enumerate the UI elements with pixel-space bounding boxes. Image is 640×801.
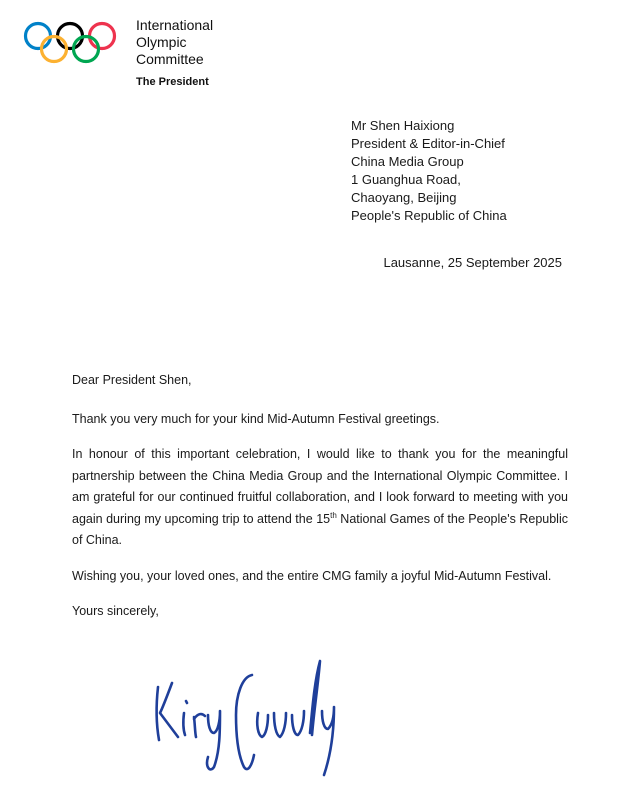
signature-stroke-e: [292, 711, 304, 735]
ordinal-suffix: th: [330, 510, 337, 520]
paragraph-partnership-text: In honour of this important celebration, I would like to thank you for the meaningful partnership between the China Media Group and the International Olympic Committee. I am grateful for our continued fruitful collaboration, and I look forward to meeting with you again during my upcoming trip to attend the 15: [72, 447, 568, 526]
olympic-rings-logo: [22, 20, 118, 66]
ring-blue: [26, 24, 51, 49]
paragraph-partnership: [72, 444, 568, 552]
paragraph-wishes: Wishing you, your loved ones, and the entire CMG family a joyful Mid-Autumn Festival.: [72, 568, 552, 583]
paragraph-partnership-end: National Games of the People's Republic of China.: [72, 511, 568, 547]
recipient-country: People's Republic of China: [351, 208, 507, 223]
signature-stroke-c: [236, 675, 254, 769]
org-name-line2: Olympic: [136, 34, 187, 50]
letter-body: [72, 370, 568, 637]
signature-stroke-y2: [322, 707, 334, 775]
ring-yellow: [42, 37, 67, 62]
ring-black: [58, 24, 83, 49]
salutation: Dear President Shen,: [72, 373, 192, 387]
signature-stroke-v: [274, 713, 286, 737]
signature-stroke-k: [157, 683, 178, 740]
org-name-line3: Committee: [136, 51, 204, 67]
org-name-line1: International: [136, 17, 214, 33]
paragraph-thanks: Thank you very much for your kind Mid-Autumn Festival greetings.: [72, 411, 440, 426]
recipient-street: 1 Guanghua Road,: [351, 172, 461, 187]
closing: Yours sincerely,: [72, 604, 159, 618]
organization-name: [136, 17, 213, 68]
recipient-name: Mr Shen Haixiong: [351, 118, 455, 133]
letter-date: Lausanne, 25 September 2025: [383, 255, 562, 270]
signature-stroke-r: [194, 714, 205, 737]
recipient-city: Chaoyang, Beijing: [351, 190, 457, 205]
recipient-title: President & Editor-in-Chief: [351, 136, 505, 151]
ring-green: [74, 37, 99, 62]
recipient-organization: China Media Group: [351, 154, 464, 169]
signature-stroke-o: [257, 713, 268, 737]
handwritten-signature: [150, 655, 340, 785]
signature-stroke-i: [183, 701, 187, 735]
ring-red: [90, 24, 115, 49]
signature-stroke-y: [207, 711, 220, 769]
sender-role: The President: [136, 76, 209, 88]
recipient-address: [351, 117, 507, 225]
signature-stroke-l: [310, 661, 320, 735]
